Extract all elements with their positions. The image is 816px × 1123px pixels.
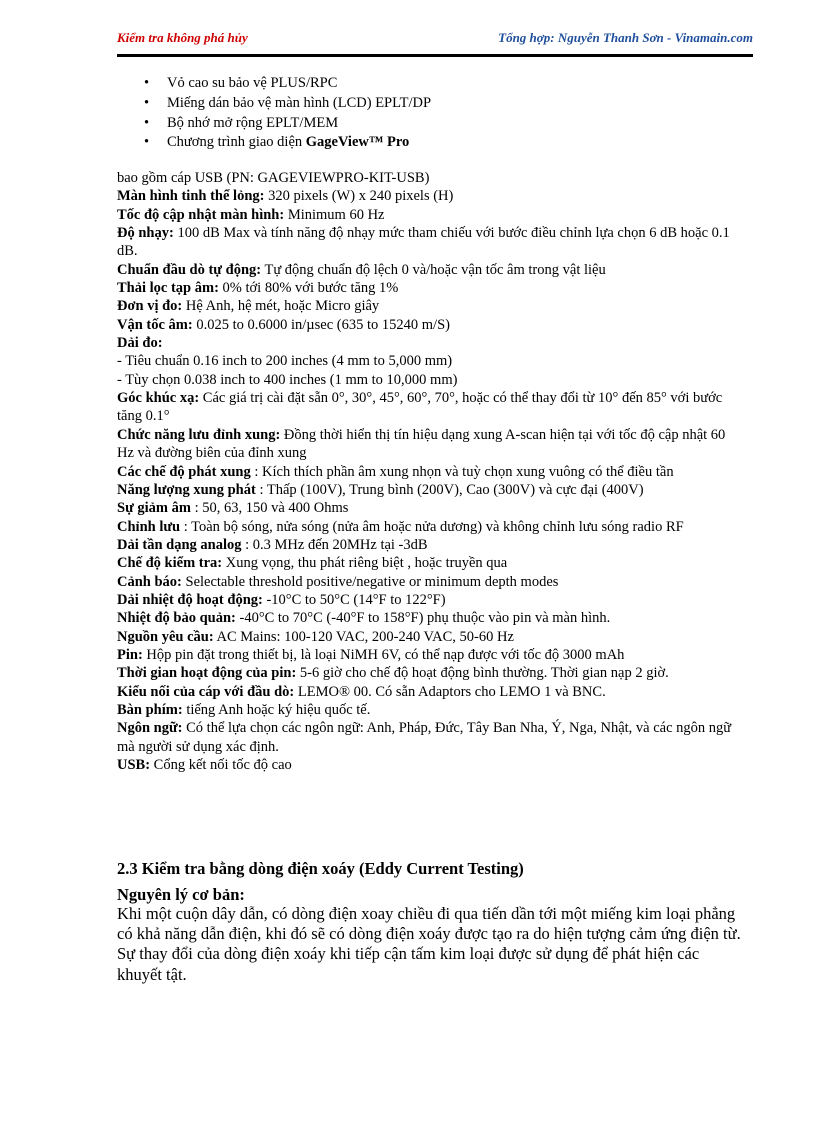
spec-label: Ngôn ngữ: [117, 720, 183, 737]
spec-value: LEMO® 00. Có sẵn Adaptors cho LEMO 1 và BNC. [294, 683, 606, 700]
spec-label: Bàn phím: [117, 701, 183, 718]
spec-line [117, 352, 742, 370]
spec-line [117, 224, 742, 261]
spec-value: -40°C to 70°C (-40°F to 158°F) phụ thuộc vào pin và màn hình. [235, 610, 611, 627]
spec-label: Chuẩn đầu dò tự động: [117, 261, 262, 278]
header-right-author: Tổng hợp: Nguyễn Thanh Sơn - Vinamain.com [498, 30, 753, 45]
spec-label: Cảnh báo: [117, 573, 182, 590]
spec-value: 0.025 to 0.6000 in/µsec (635 to 15240 m/S) [192, 316, 450, 333]
header-rule [117, 54, 753, 57]
spec-line [117, 371, 742, 389]
spec-label: Dải nhiệt độ hoạt động: [117, 591, 263, 608]
header-left-title: Kiểm tra không phá hủy [117, 30, 248, 45]
spec-label: Góc khúc xạ: [117, 390, 200, 407]
spec-line [117, 554, 742, 572]
spec-label: Thải lọc tạp âm: [117, 280, 219, 297]
spec-line [117, 261, 742, 279]
spec-value: 100 dB Max và tính năng độ nhạy mức tham chiếu với bước điều chỉnh lựa chọn 6 dB hoặc 0.1 dB. [117, 225, 730, 260]
spec-line [117, 279, 742, 297]
spec-label: Vận tốc âm: [117, 316, 193, 333]
spec-value: 320 pixels (W) x 240 pixels (H) [264, 188, 454, 205]
spec-value: Hệ Anh, hệ mét, hoặc Micro giây [182, 298, 380, 315]
spec-line [117, 481, 742, 499]
spec-value: tiếng Anh hoặc ký hiệu quốc tế. [182, 701, 371, 718]
spec-line [117, 683, 742, 701]
spec-label: Độ nhạy: [117, 225, 174, 242]
spec-value: : 50, 63, 150 và 400 Ohms [190, 500, 349, 517]
list-item-text: Chương trình giao diện [167, 134, 306, 151]
spec-label: Các chế độ phát xung [117, 463, 251, 480]
spec-value: : Kích thích phần âm xung nhọn và tuỳ chọn xung vuông có thể điều tần [250, 463, 674, 480]
spec-label: Đơn vị đo: [117, 298, 183, 315]
spec-value: -10°C to 50°C (14°F to 122°F) [262, 591, 446, 608]
spec-value: Các giá trị cài đặt sẵn 0°, 30°, 45°, 60°, 70°, hoặc có thể thay đổi từ 10° đến 85° với bước tăng 0.1° [117, 390, 723, 425]
spec-label: Tốc độ cập nhật màn hình: [117, 206, 285, 223]
spec-label: Pin: [117, 646, 143, 663]
spec-value: Hộp pin đặt trong thiết bị, là loại NiMH 6V, có thể nạp được với tốc độ 3000 mAh [142, 646, 625, 663]
spec-label: Dải tần dạng analog [117, 536, 242, 553]
subheading: Nguyên lý cơ bản: [117, 885, 245, 904]
spec-line [117, 389, 742, 426]
spec-value: AC Mains: 100-120 VAC, 200-240 VAC, 50-60 Hz [213, 628, 514, 645]
spec-label: Kiểu nối của cáp với đầu dò: [117, 683, 295, 700]
spec-label: USB: [117, 757, 151, 773]
spec-line [117, 646, 742, 664]
spec-value: : Toàn bộ sóng, nửa sóng (nửa âm hoặc nửa dương) và không chỉnh lưu sóng radio RF [180, 518, 684, 535]
list-item-bold: GageView™ Pro [305, 134, 410, 151]
spec-line [117, 426, 742, 463]
page-header [117, 30, 753, 50]
body-paragraph: Khi một cuộn dây dẫn, có dòng điện xoay chiều đi qua tiến dần tới một miếng kim loại phẳng có khả năng dẫn điện, khi đó sẽ có dòng điện xoáy được tạo ra do hiện tượng cảm ứng điện từ. Sự thay đổi của dòng điện xoáy khi tiếp cận tấm kim loại được sử dụng để phát hiện các khuyết tật. [117, 904, 741, 984]
spec-line [117, 628, 742, 646]
spec-value: Có thể lựa chọn các ngôn ngữ: Anh, Pháp, Đức, Tây Ban Nha, Ý, Nga, Nhật, và các ngôn ngữ mà người sử dụng xác định. [117, 720, 732, 755]
list-item [117, 74, 431, 94]
spec-label: Màn hình tinh thể lỏng: [117, 188, 265, 205]
spec-line [117, 756, 742, 774]
spec-value: : 0.3 MHz đến 20MHz tại -3dB [241, 536, 428, 553]
spec-line [117, 187, 742, 205]
spec-label: Chức năng lưu đỉnh xung: [117, 426, 281, 443]
spec-line [117, 206, 742, 224]
spec-line [117, 573, 742, 591]
spec-value: - Tiêu chuẩn 0.16 inch to 200 inches (4 mm to 5,000 mm) [117, 353, 453, 370]
spec-line [117, 463, 742, 481]
spec-value: 5-6 giờ cho chế độ hoạt động bình thường. Thời gian nạp 2 giờ. [296, 665, 669, 682]
spec-label: Năng lượng xung phát [117, 481, 256, 498]
spec-value: bao gồm cáp USB (PN: GAGEVIEWPRO-KIT-USB) [117, 170, 430, 186]
list-item-text: Bộ nhớ mở rộng EPLT/MEM [167, 114, 339, 131]
spec-value: Tự động chuẩn độ lệch 0 và/hoặc vận tốc âm trong vật liệu [261, 261, 606, 278]
spec-line [117, 316, 742, 334]
spec-label: Nguồn yêu cầu: [117, 628, 214, 645]
spec-line [117, 591, 742, 609]
spec-line [117, 518, 742, 536]
spec-value: 0% tới 80% với bước tăng 1% [218, 280, 399, 297]
spec-label: Nhiệt độ bảo quản: [117, 610, 236, 627]
spec-line [117, 719, 742, 756]
list-item [117, 94, 431, 114]
section-title: 2.3 Kiểm tra bằng dòng điện xoáy (Eddy Current Testing) [117, 859, 524, 878]
spec-label: Sự giảm âm [117, 500, 191, 517]
spec-line [117, 499, 742, 517]
spec-value: - Tùy chọn 0.038 inch to 400 inches (1 mm to 10,000 mm) [117, 371, 458, 388]
spec-line [117, 536, 742, 554]
spec-value: : Thấp (100V), Trung bình (200V), Cao (300V) và cực đại (400V) [255, 481, 644, 498]
list-item-text: Vỏ cao su bảo vệ PLUS/RPC [167, 75, 338, 91]
spec-line [117, 297, 742, 315]
spec-label: Thời gian hoạt động của pin: [117, 665, 297, 682]
spec-line [117, 701, 742, 719]
spec-line [117, 664, 742, 682]
spec-value: Xung vọng, thu phát riêng biệt , hoặc truyền qua [222, 555, 508, 572]
spec-value: Cổng kết nối tốc độ cao [150, 757, 292, 773]
spec-label: Chỉnh lưu [117, 518, 181, 535]
list-item [117, 133, 431, 153]
spec-line [117, 609, 742, 627]
list-item-text: Miếng dán bảo vệ màn hình (LCD) EPLT/DP [167, 94, 432, 111]
spec-list [117, 169, 742, 774]
spec-label: Chế độ kiểm tra: [117, 555, 223, 572]
spec-value: Minimum 60 Hz [284, 206, 385, 223]
list-item [117, 114, 431, 134]
spec-value: Selectable threshold positive/negative or minimum depth modes [181, 573, 559, 590]
accessory-list [117, 74, 431, 153]
spec-value: Đồng thời hiển thị tín hiệu dạng xung A-scan hiện tại với tốc độ cập nhật 60 Hz và đường biên của đỉnh xung [117, 426, 726, 462]
spec-line [117, 334, 742, 352]
spec-line [117, 169, 742, 187]
spec-label: Dải đo: [117, 335, 163, 352]
